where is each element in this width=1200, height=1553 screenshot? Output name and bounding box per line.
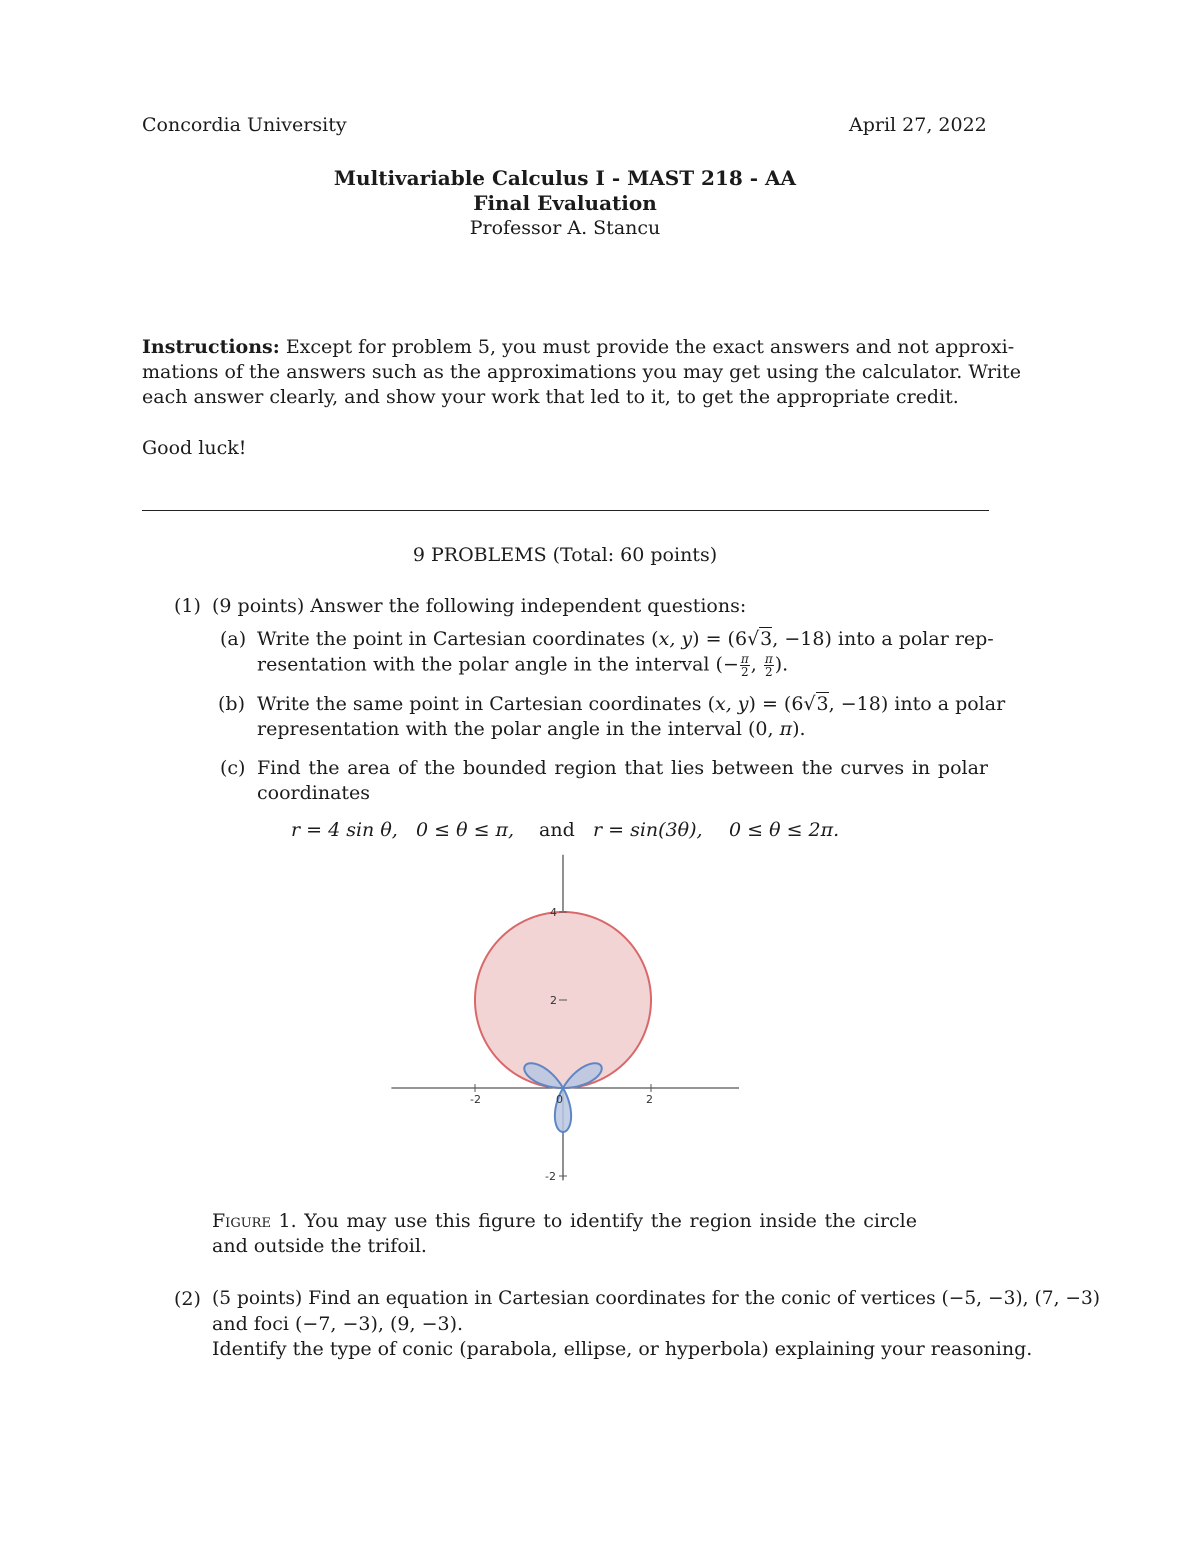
formula-r2: r = sin(3θ),	[593, 819, 703, 841]
problem-2-line-1: (5 points) Find an equation in Cartesian coordinates for the conic of vertices (−5, −3), (7, −3)	[212, 1288, 1101, 1309]
instructions-line-2: mations of the answers such as the approximations you may get using the calculator. Write	[142, 361, 1022, 383]
problem-2-number: (2)	[174, 1288, 201, 1310]
exam-date: April 27, 2022	[849, 114, 987, 136]
course-title: Multivariable Calculus I - MAST 218 - AA	[333, 166, 797, 190]
part-c-line-2: coordinates	[257, 782, 371, 804]
part-b-line-1: Write the same point in Cartesian coordinates (x, y) = (6√3, −18) into a polar	[257, 693, 1006, 715]
institution: Concordia University	[142, 114, 347, 136]
y-tick-label-1: 4	[550, 906, 557, 919]
part-b-label: (b)	[218, 693, 245, 715]
formula-range1: 0 ≤ θ ≤ π,	[416, 819, 515, 841]
professor-name: Professor A. Stancu	[469, 217, 661, 239]
exam-title: Final Evaluation	[473, 191, 657, 215]
formula-and: and	[539, 819, 575, 841]
y-tick-label-2: 2	[550, 994, 557, 1007]
plot-layer	[391, 855, 739, 1183]
part-c-line-1: Find the area of the bounded region that lies between the curves in polar	[257, 757, 988, 779]
figure-label: Figure 1.	[212, 1210, 297, 1232]
problem-1-intro: (9 points) Answer the following independent questions:	[212, 595, 747, 617]
instructions-text-1: Except for problem 5, you must provide the exact answers and not approxi-	[285, 336, 1015, 358]
x-tick-label-1: -2	[470, 1093, 481, 1106]
part-c-label: (c)	[220, 757, 246, 779]
figure-caption-line-1: Figure 1. You may use this figure to identify the region inside the circle	[212, 1210, 917, 1232]
instructions-line-3: each answer clearly, and show your work that led to it, to get the appropriate credit.	[142, 386, 959, 408]
figure-caption-line-2: and outside the trifoil.	[212, 1235, 427, 1257]
x-tick-label-2: 0	[556, 1093, 563, 1106]
problem-1-number: (1)	[174, 595, 201, 617]
x-tick-label-3: 2	[646, 1093, 653, 1106]
y-tick-label-3: -2	[545, 1170, 556, 1183]
good-luck: Good luck!	[142, 437, 247, 459]
problems-summary: 9 PROBLEMS (Total: 60 points)	[412, 544, 718, 566]
part-a-line-1: Write the point in Cartesian coordinates (x, y) = (6√3, −18) into a polar rep-	[257, 628, 994, 650]
part-a-line-2: resentation with the polar angle in the interval (− $\frac{\pi}{2}$ , $\frac{\pi}{2}$ ).	[257, 652, 789, 679]
formula-r1: r = 4 sin θ,	[291, 819, 398, 841]
instructions-label: Instructions:	[142, 336, 280, 358]
problem-2-line-3: Identify the type of conic (parabola, ellipse, or hyperbola) explaining your reasoning.	[212, 1338, 1033, 1360]
problem-2-line-2: and foci (−7, −3), (9, −3).	[212, 1313, 464, 1335]
part-b-line-2: representation with the polar angle in the interval (0, π).	[257, 718, 806, 740]
part-a-label: (a)	[220, 628, 247, 650]
formula-range2: 0 ≤ θ ≤ 2π.	[729, 819, 840, 841]
